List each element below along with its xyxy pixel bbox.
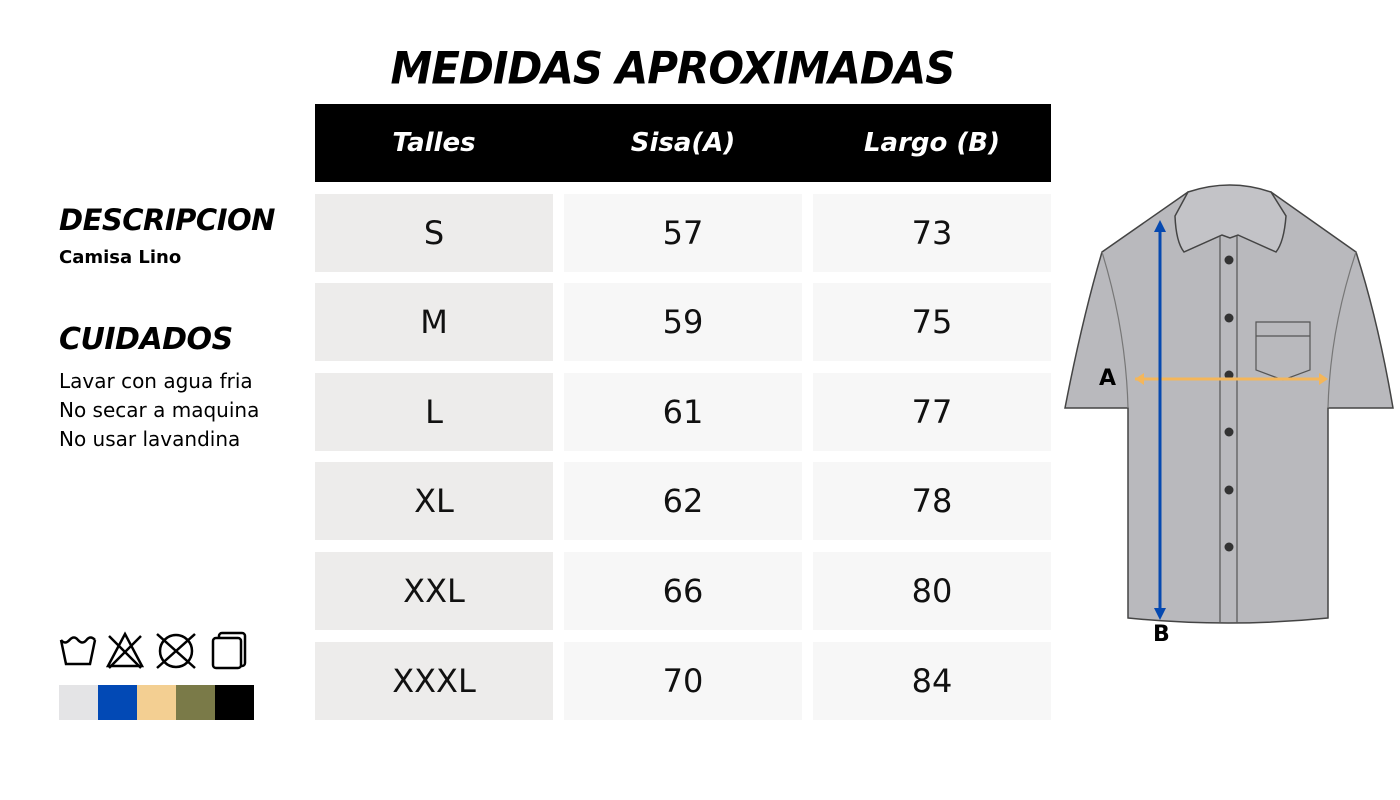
table-row bbox=[315, 642, 1051, 720]
table-row bbox=[315, 194, 1051, 272]
size-cell: XL bbox=[315, 462, 553, 540]
size-table bbox=[315, 104, 1051, 720]
color-swatch bbox=[98, 685, 137, 720]
column-header-sisa: Sisa(A) bbox=[630, 128, 736, 158]
largo-cell: 78 bbox=[813, 462, 1051, 540]
column-header-talles: Talles bbox=[392, 128, 476, 158]
size-cell: L bbox=[315, 373, 553, 451]
largo-cell: 84 bbox=[813, 642, 1051, 720]
no-bleach-icon bbox=[105, 630, 145, 670]
care-instruction: No usar lavandina bbox=[59, 427, 241, 451]
color-swatch bbox=[176, 685, 215, 720]
column-header-largo: Largo (B) bbox=[863, 128, 1001, 158]
care-instruction: Lavar con agua fria bbox=[59, 369, 253, 393]
sisa-cell: 70 bbox=[564, 642, 802, 720]
dry-flat-icon bbox=[210, 630, 250, 670]
no-tumble-dry-icon bbox=[154, 630, 198, 670]
sisa-cell: 62 bbox=[564, 462, 802, 540]
sisa-cell: 57 bbox=[564, 194, 802, 272]
sisa-cell: 61 bbox=[564, 373, 802, 451]
table-row bbox=[315, 373, 1051, 451]
label-a: A bbox=[1099, 366, 1117, 391]
largo-cell: 73 bbox=[813, 194, 1051, 272]
size-cell: XXXL bbox=[315, 642, 553, 720]
largo-cell: 77 bbox=[813, 373, 1051, 451]
wash-cold-icon bbox=[58, 630, 98, 670]
shirt-diagram bbox=[1060, 180, 1400, 650]
size-cell: XXL bbox=[315, 552, 553, 630]
shirt-illustration bbox=[1060, 180, 1400, 650]
color-swatch bbox=[215, 685, 254, 720]
care-heading: CUIDADOS bbox=[59, 322, 233, 357]
page-title: MEDIDAS APROXIMADAS bbox=[390, 42, 955, 95]
largo-cell: 75 bbox=[813, 283, 1051, 361]
color-swatch bbox=[59, 685, 98, 720]
sisa-cell: 66 bbox=[564, 552, 802, 630]
product-name: Camisa Lino bbox=[59, 247, 182, 268]
sisa-cell: 59 bbox=[564, 283, 802, 361]
table-row bbox=[315, 462, 1051, 540]
color-swatch bbox=[137, 685, 176, 720]
description-heading: DESCRIPCION bbox=[59, 203, 275, 237]
size-cell: M bbox=[315, 283, 553, 361]
size-cell: S bbox=[315, 194, 553, 272]
largo-cell: 80 bbox=[813, 552, 1051, 630]
care-instruction: No secar a maquina bbox=[59, 398, 260, 422]
color-swatches bbox=[59, 685, 254, 720]
care-instructions bbox=[59, 367, 259, 454]
label-b: B bbox=[1153, 622, 1170, 647]
table-row bbox=[315, 283, 1051, 361]
table-row bbox=[315, 552, 1051, 630]
table-header bbox=[315, 104, 1051, 182]
care-icons bbox=[58, 630, 258, 672]
